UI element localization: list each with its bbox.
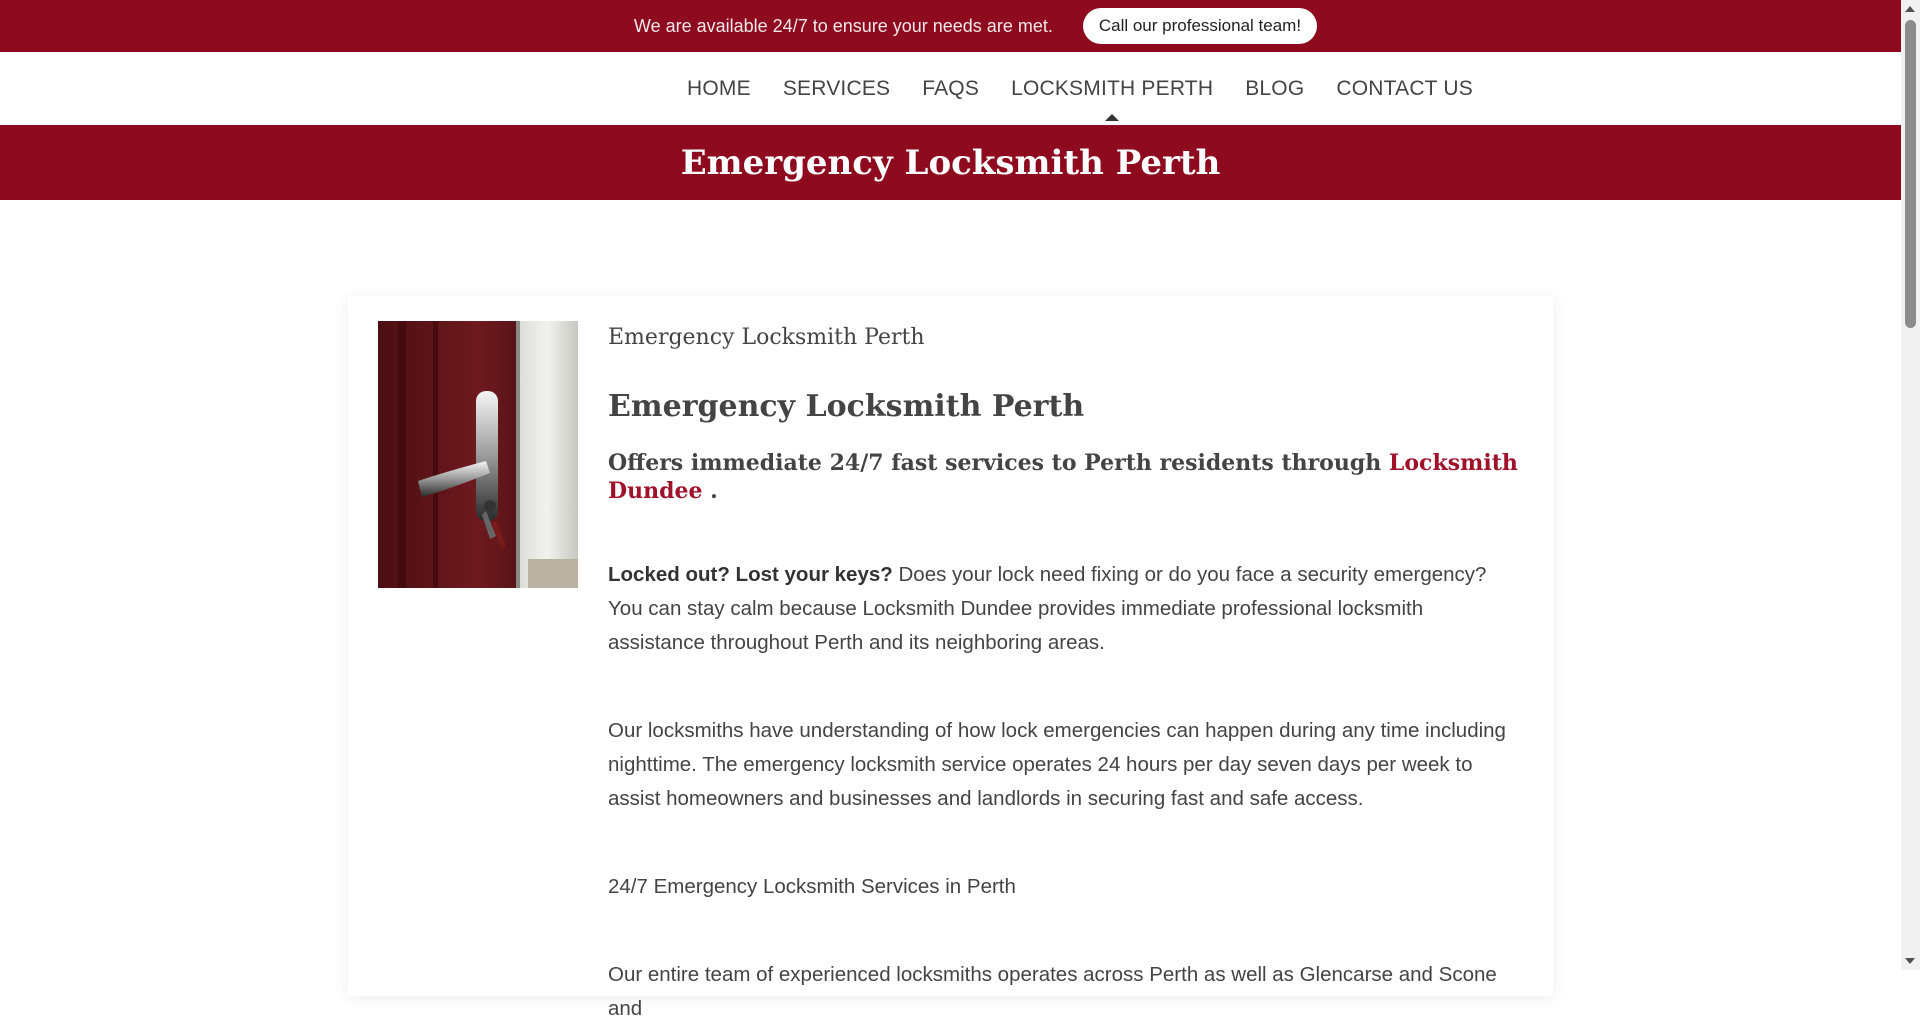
nav-item-blog[interactable]: BLOG bbox=[1245, 76, 1305, 100]
main-navigation bbox=[0, 52, 1901, 125]
article-small-title: Emergency Locksmith Perth bbox=[608, 325, 925, 350]
page-title-banner bbox=[0, 125, 1901, 200]
nav-item-contact-us[interactable]: CONTACT US bbox=[1336, 76, 1473, 100]
article-subheading bbox=[608, 449, 1523, 506]
section-title: 24/7 Emergency Locksmith Services in Perth bbox=[608, 874, 1016, 898]
article-heading: Emergency Locksmith Perth bbox=[608, 388, 1085, 424]
top-announcement-bar bbox=[0, 0, 1901, 52]
availability-text: We are available 24/7 to ensure your needs are met. bbox=[633, 15, 1053, 36]
article-card bbox=[348, 296, 1553, 1020]
scrollbar-thumb[interactable] bbox=[1905, 20, 1916, 328]
intro-paragraph bbox=[608, 558, 1523, 660]
subheading-text: Offers immediate 24/7 fast services to Perth residents through bbox=[608, 449, 1382, 476]
scroll-down-arrow-icon[interactable] bbox=[1905, 958, 1915, 964]
door-handle-image bbox=[378, 321, 578, 588]
scroll-up-arrow-icon[interactable] bbox=[1905, 6, 1915, 12]
nav-menu bbox=[687, 52, 1505, 125]
nav-item-locksmith-perth[interactable]: LOCKSMITH PERTH bbox=[1011, 76, 1214, 100]
article-content bbox=[608, 324, 1523, 1026]
team-paragraph: Our entire team of experienced locksmiths operates across Perth as well as Glencarse and Scone and bbox=[608, 962, 1497, 1020]
intro-text: Does your lock need fixing or do you face a security emergency? You can stay calm because Locksmith Dundee provides immediate professional locksmith assistance throughout Perth and its neighboring areas. bbox=[608, 562, 1487, 654]
call-team-button[interactable]: Call our professional team! bbox=[1083, 8, 1317, 44]
nav-item-home[interactable]: HOME bbox=[687, 76, 751, 100]
availability-paragraph: Our locksmiths have understanding of how lock emergencies can happen during any time including nighttime. The emergency locksmith service operates 24 hours per day seven days per week to assist homeowners and businesses and landlords in securing fast and safe access. bbox=[608, 718, 1506, 810]
nav-item-services[interactable]: SERVICES bbox=[782, 76, 891, 100]
intro-bold-text: Locked out? Lost your keys? bbox=[608, 562, 893, 586]
subheading-end: . bbox=[710, 478, 718, 505]
page-title: Emergency Locksmith Perth bbox=[680, 142, 1221, 183]
page-scrollbar[interactable] bbox=[1901, 0, 1920, 970]
locksmith-dundee-link[interactable]: Locksmith Dundee bbox=[608, 449, 1518, 505]
nav-item-faqs[interactable]: FAQS bbox=[922, 76, 980, 100]
